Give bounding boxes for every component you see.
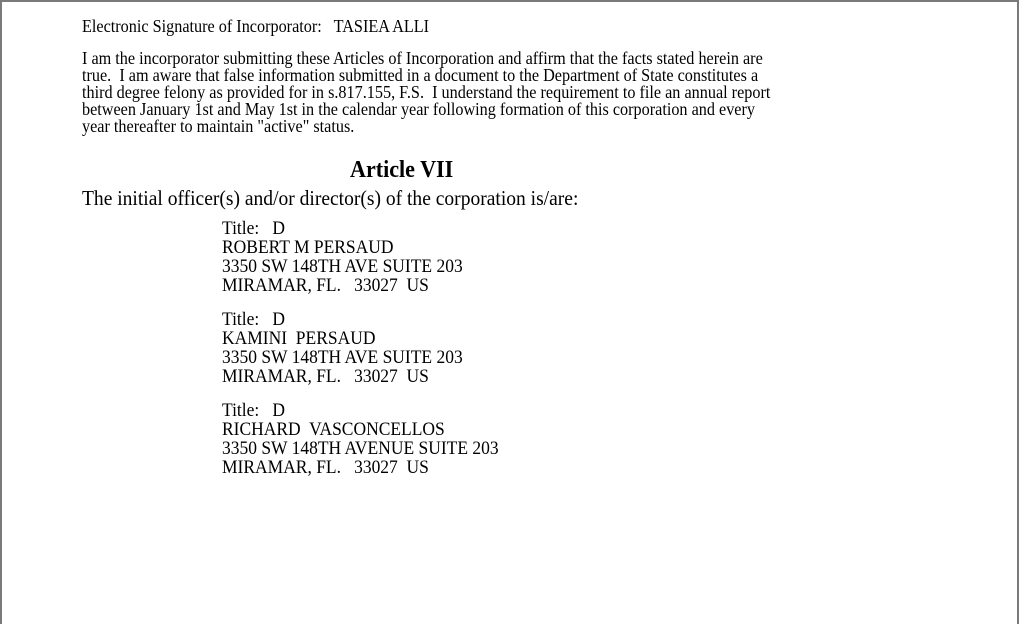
affirmation-line: true. I am aware that false information submitted in a document to the Department of State constitutes a [82,65,759,85]
article-intro: The initial officer(s) and/or director(s) of the corporation is/are: [82,186,579,210]
affirmation-line: third degree felony as provided for in s.817.155, F.S. I understand the requirement to file an annual report [82,82,771,102]
officer-city: MIRAMAR, FL. 33027 US [222,457,429,478]
affirmation-line: I am the incorporator submitting these Articles of Incorporation and affirm that the facts stated herein are [82,48,763,68]
signature-name: TASIEA ALLI [333,16,430,36]
officer-title: Title: D [222,400,285,421]
officer-address: 3350 SW 148TH AVE SUITE 203 [222,256,463,277]
officer-address: 3350 SW 148TH AVENUE SUITE 203 [222,438,499,459]
officer-title: Title: D [222,218,285,239]
officer-address: 3350 SW 148TH AVE SUITE 203 [222,347,463,368]
officer-city: MIRAMAR, FL. 33027 US [222,366,429,387]
signature-line [82,17,429,35]
officer-name: RICHARD VASCONCELLOS [222,419,445,440]
affirmation-line: year thereafter to maintain "active" status. [82,116,355,136]
officer-name: KAMINI PERSAUD [222,328,376,349]
signature-label: Electronic Signature of Incorporator: [82,16,322,36]
article-heading: Article VII [350,157,454,183]
officer-name: ROBERT M PERSAUD [222,237,394,258]
affirmation-line: between January 1st and May 1st in the calendar year following formation of this corporation and every [82,99,755,119]
officer-title: Title: D [222,309,285,330]
officer-city: MIRAMAR, FL. 33027 US [222,275,429,296]
